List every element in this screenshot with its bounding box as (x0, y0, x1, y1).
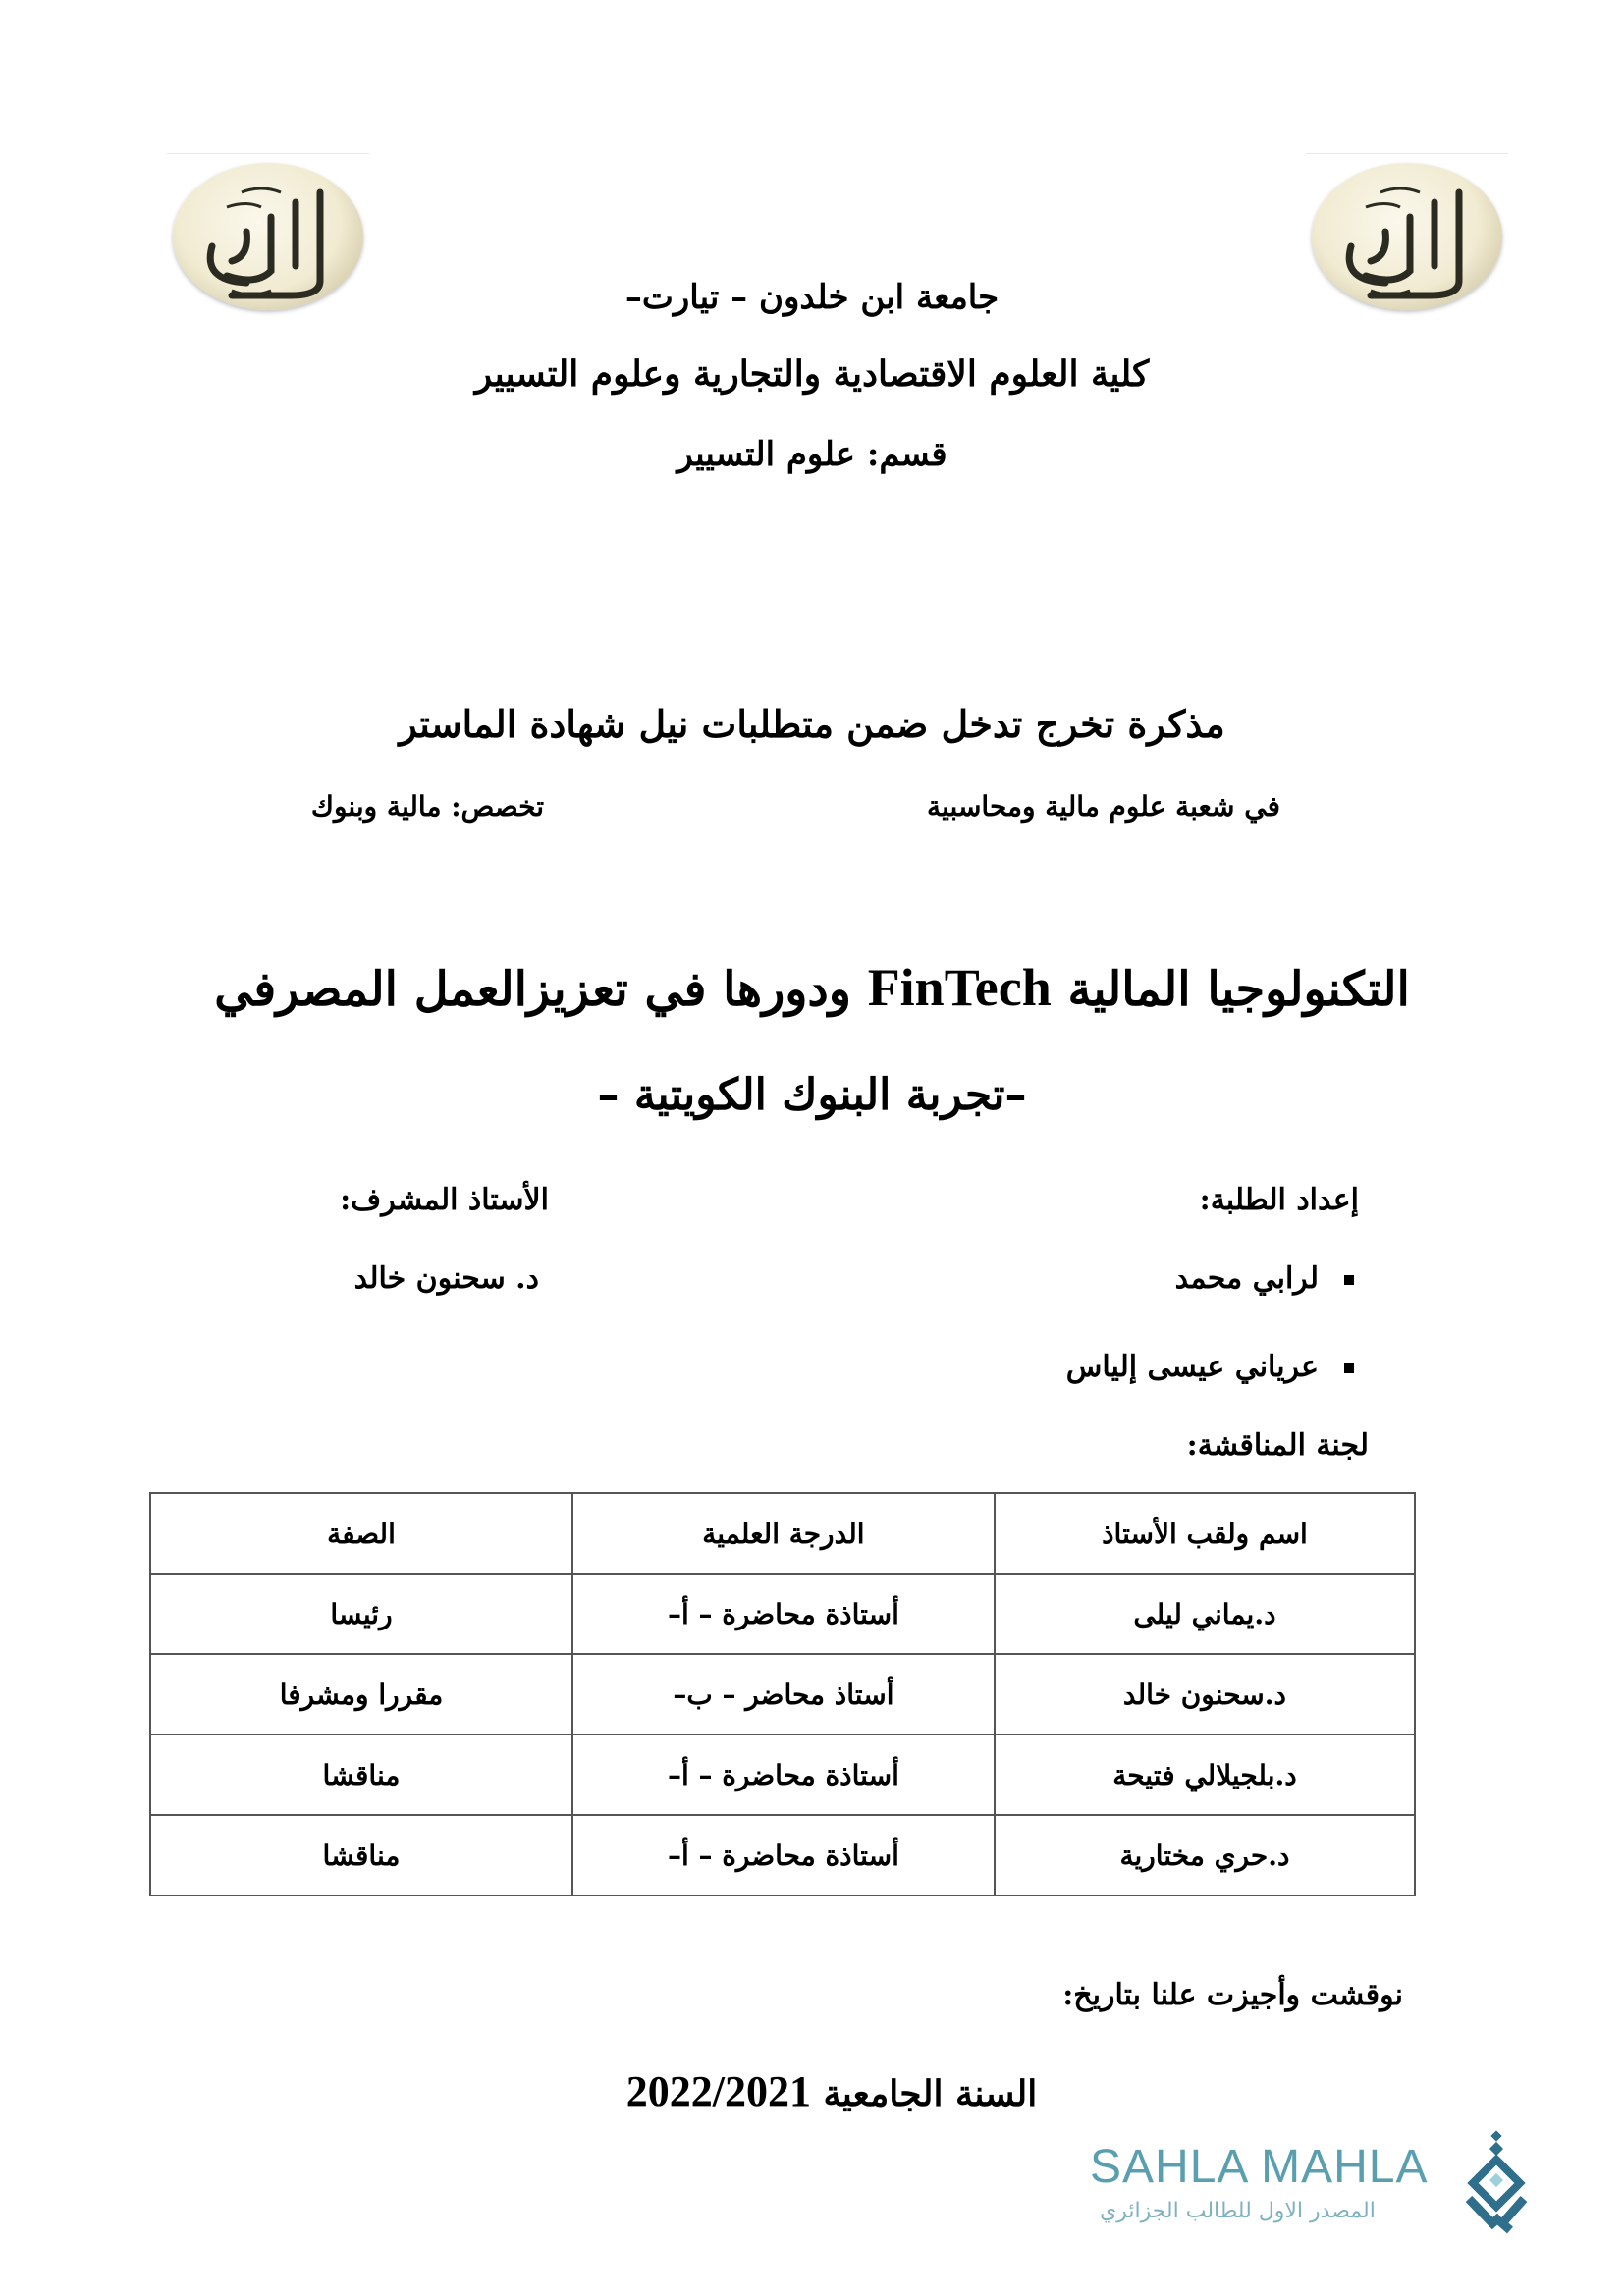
department-name: قسم: علوم التسيير (677, 435, 947, 474)
bullet-icon (1344, 1363, 1354, 1373)
thesis-title-part1: التكنولوجيا المالية (1051, 962, 1410, 1017)
thesis-subtitle: –تجربة البنوك الكويتية – (597, 1070, 1027, 1120)
sahla-mahla-watermark (1090, 2130, 1483, 2238)
discussion-date-label: نوقشت وأجيزت علنا بتاريخ: (1062, 1978, 1403, 2012)
cell-rank: أستاذة محاضرة – أ– (572, 1735, 995, 1815)
branch-label: في شعبة علوم مالية ومحاسبية (927, 790, 1280, 823)
brand-tagline: المصدر الاول للطالب الجزائري (1100, 2199, 1376, 2223)
header-role: الصفة (150, 1493, 572, 1574)
student-item: عرياني عيسى إلياس (1066, 1350, 1354, 1384)
academic-year-value: 2022/2021 (625, 2067, 811, 2115)
cell-role: مقررا ومشرفا (150, 1654, 572, 1735)
cell-role: مناقشا (150, 1815, 572, 1896)
cell-name: د.يماني ليلى (995, 1574, 1415, 1654)
jury-label: لجنة المناقشة: (1186, 1428, 1369, 1463)
cell-name: د.بلجيلالي فتيحة (995, 1735, 1415, 1815)
thesis-title (0, 957, 1624, 1018)
supervisor-label: الأستاذ المشرف: (340, 1183, 549, 1217)
cell-name: د.حري مختارية (995, 1815, 1415, 1896)
table-row (150, 1574, 1415, 1654)
memo-statement: مذكرة تخرج تدخل ضمن متطلبات نيل شهادة الماستر (399, 702, 1225, 746)
university-name: جامعة ابن خلدون – تيارت– (624, 278, 1000, 317)
sahla-mahla-logo-icon (1463, 2130, 1532, 2238)
table-row (150, 1815, 1415, 1896)
cell-role: مناقشا (150, 1735, 572, 1815)
academic-year (0, 2066, 1624, 2116)
thesis-title-part2: ودورها في تعزيزالعمل المصرفي (214, 962, 868, 1017)
header-rank: الدرجة العلمية (572, 1493, 995, 1574)
thesis-title-fintech: FinTech (867, 958, 1052, 1017)
cell-name: د.سحنون خالد (995, 1654, 1415, 1735)
supervisor-name: د. سحنون خالد (353, 1261, 539, 1296)
bullet-icon (1344, 1275, 1354, 1285)
student-item: لرابي محمد (1175, 1261, 1354, 1296)
brand-name: SAHLA MAHLA (1090, 2141, 1429, 2193)
jury-table (149, 1492, 1416, 1896)
table-row (150, 1654, 1415, 1735)
cell-rank: أستاذة محاضرة – أ– (572, 1574, 995, 1654)
cell-rank: أستاذ محاضر – ب– (572, 1654, 995, 1735)
specialty-label: تخصص: مالية وبنوك (310, 790, 544, 823)
cell-role: رئيسا (150, 1574, 572, 1654)
academic-year-label: السنة الجامعية (810, 2073, 1038, 2114)
table-row (150, 1735, 1415, 1815)
faculty-name: كلية العلوم الاقتصادية والتجارية وعلوم التسيير (474, 353, 1150, 395)
cell-rank: أستاذة محاضرة – أ– (572, 1815, 995, 1896)
students-label: إعداد الطلبة: (1199, 1183, 1359, 1217)
table-header-row (150, 1493, 1415, 1574)
header-name: اسم ولقب الأستاذ (995, 1493, 1415, 1574)
